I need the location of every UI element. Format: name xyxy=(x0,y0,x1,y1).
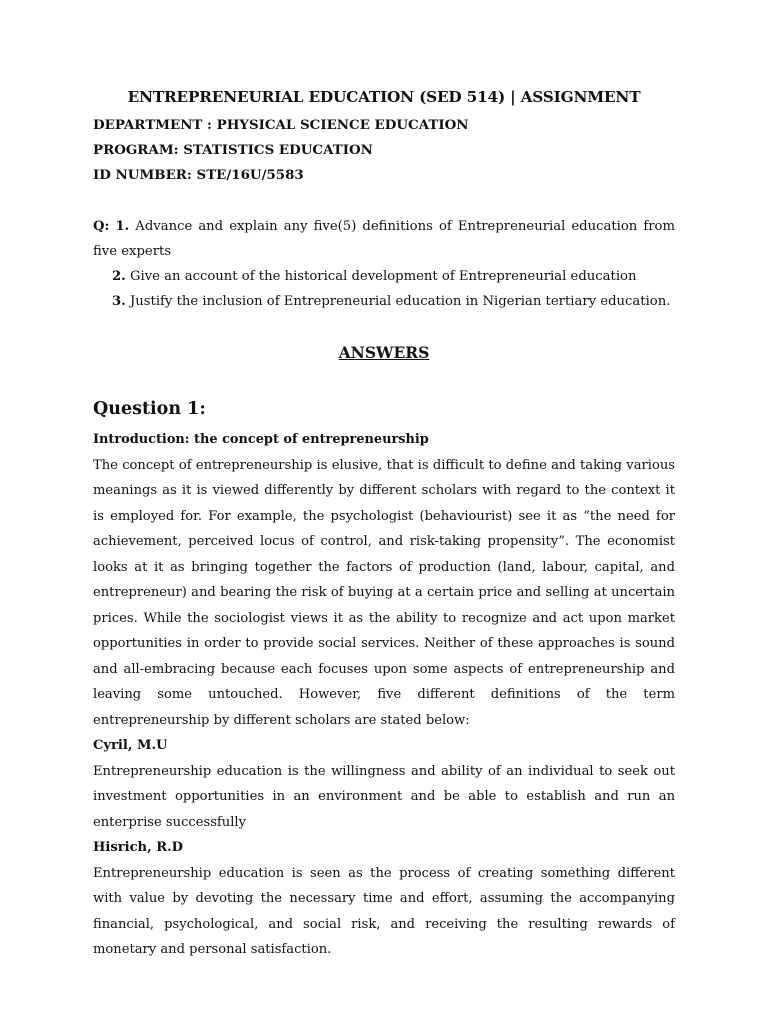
student-info xyxy=(93,113,675,188)
definition-author: Hisrich, R.D xyxy=(93,840,183,855)
definition-author: Cyril, M.U xyxy=(93,738,168,753)
question-item-1 xyxy=(93,214,675,264)
answer-body xyxy=(93,427,675,963)
question-text: Give an account of the historical development of Entrepreneurial education xyxy=(129,269,637,284)
question-number: 2. xyxy=(112,269,126,284)
document-title: ENTREPRENEURIAL EDUCATION (SED 514) | ASSIGNMENT xyxy=(127,88,641,106)
question-text: Justify the inclusion of Entrepreneurial education in Nigerian tertiary education. xyxy=(129,294,671,309)
id-number-line: ID NUMBER: STE/16U/5583 xyxy=(93,167,304,183)
question-1-heading: Question 1: xyxy=(93,399,206,419)
question-item-3 xyxy=(93,289,675,314)
question-number: 3. xyxy=(112,294,126,309)
department-line: DEPARTMENT : PHYSICAL SCIENCE EDUCATION xyxy=(93,117,469,133)
answers-heading: ANSWERS xyxy=(338,343,430,362)
questions-prefix: Q: xyxy=(93,219,110,234)
program-line: PROGRAM: STATISTICS EDUCATION xyxy=(93,142,373,158)
definition-text: Entrepreneurship education is the willingness and ability of an individual to seek out investment opportunities in an environment and be able to establish and run an enterprise successfully xyxy=(93,763,675,830)
definition-text: Entrepreneurship education is seen as the process of creating something different with value by devoting the necessary time and effort, assuming the accompanying financial, psychological, and social risk, and receiving the resulting rewards of monetary and personal satisfaction. xyxy=(93,865,675,957)
intro-paragraph: The concept of entrepreneurship is elusive, that is difficult to define and taking various meanings as it is viewed differently by different scholars with regard to the context it is employed for. For example, the psychologist (behaviourist) see it as “the need for achievement, perceived locus of control, and risk-taking propensity”. The economist looks at it as bringing together the factors of production (land, labour, capital, and entrepreneur) and bearing the risk of buying at a certain price and selling at uncertain prices. While the sociologist views it as the ability to recognize and act upon market opportunities in order to provide social services. Neither of these approaches is sound and all-embracing because each focuses upon some aspects of entrepreneurship and leaving some untouched. However, five different definitions of the term entrepreneurship by different scholars are stated below: xyxy=(93,457,675,728)
question-number: 1. xyxy=(115,219,130,234)
question-item-2 xyxy=(93,264,675,289)
questions-list xyxy=(93,214,675,314)
question-text: Advance and explain any five(5) definitions of Entrepreneurial education from five experts xyxy=(93,219,675,259)
intro-heading: Introduction: the concept of entrepreneurship xyxy=(93,432,429,447)
